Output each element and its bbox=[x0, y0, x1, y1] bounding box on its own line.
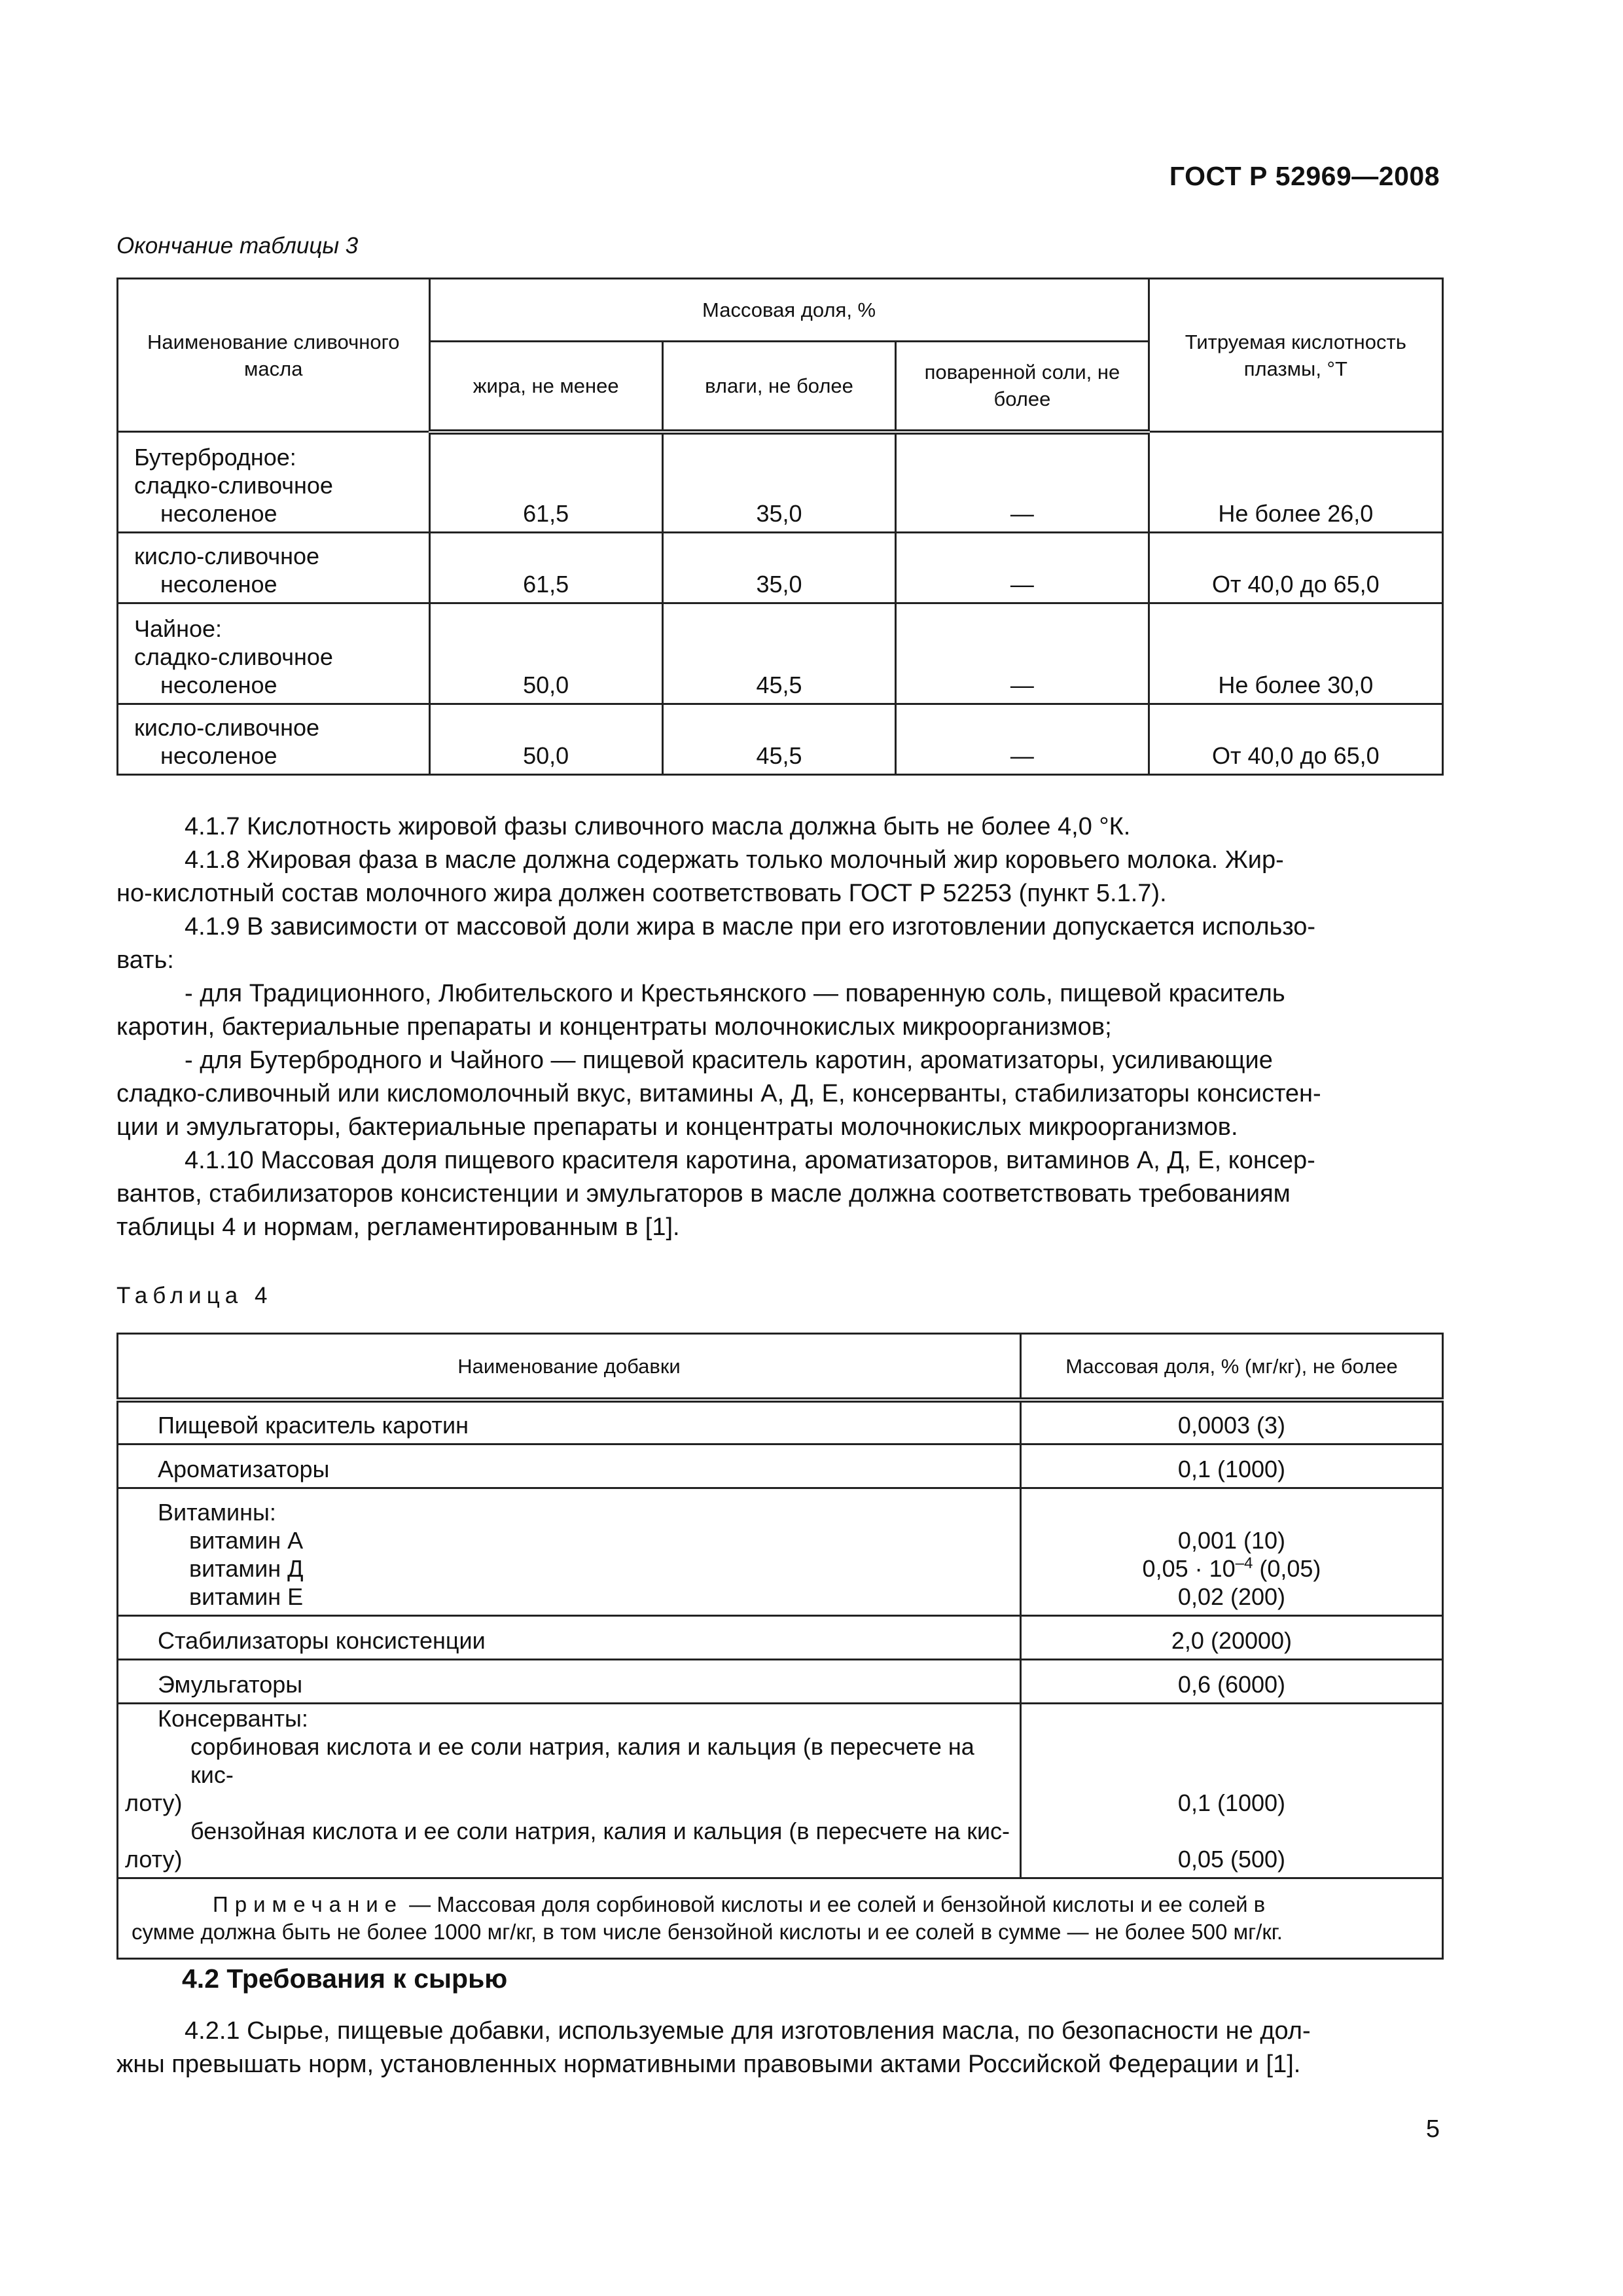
table-row bbox=[118, 1659, 1443, 1703]
preservatives-cell bbox=[118, 1703, 1021, 1878]
vitamin-d-exponent: –4 bbox=[1235, 1554, 1253, 1572]
vitamin-e: витамин Е bbox=[189, 1583, 304, 1610]
benzoic-line2: лоту) bbox=[125, 1845, 183, 1873]
header-mass-share: Массовая доля, % bbox=[429, 279, 1149, 342]
paragraph-4-1-8-line1: 4.1.8 Жировая фаза в масле должна содержать только молочный жир коровьего молока. Жир- bbox=[185, 846, 1284, 874]
vitamins-label: Витамины: bbox=[158, 1498, 276, 1526]
document-code: ГОСТ Р 52969—2008 bbox=[1169, 161, 1440, 191]
preservatives-values bbox=[1020, 1703, 1442, 1878]
note-line2: сумме должна быть не более 1000 мг/кг, в том числе бензойной кислоты и ее солей в сумме — не более 500 мг/кг. bbox=[132, 1919, 1283, 1944]
cell-fat: 61,5 bbox=[429, 533, 662, 603]
cell-moisture: 45,5 bbox=[662, 704, 895, 775]
header-additive-name: Наименование добавки bbox=[118, 1334, 1021, 1401]
table-note bbox=[118, 1878, 1443, 1958]
cell-moisture: 45,5 bbox=[662, 603, 895, 704]
cell-fat: 61,5 bbox=[429, 432, 662, 533]
cell-salt: — bbox=[896, 533, 1149, 603]
additive-value: 2,0 (20000) bbox=[1020, 1615, 1442, 1659]
cell-salt: — bbox=[896, 432, 1149, 533]
cell-acidity: Не более 30,0 bbox=[1149, 603, 1442, 704]
sorbic-value: 0,1 (1000) bbox=[1177, 1789, 1286, 1816]
table-row bbox=[118, 603, 1443, 704]
paragraph-4-1-9-line2: вать: bbox=[116, 946, 174, 974]
table-row bbox=[118, 1444, 1443, 1488]
cell-acidity: От 40,0 до 65,0 bbox=[1149, 704, 1442, 775]
row-line1: сладко-сливочное bbox=[134, 643, 333, 670]
vitamins-cell bbox=[118, 1488, 1021, 1615]
additive-value: 0,1 (1000) bbox=[1020, 1444, 1442, 1488]
benzoic-line1: бензойная кислота и ее соли натрия, калия и кальция (в пересчете на кис- bbox=[190, 1817, 1010, 1844]
table-note-row bbox=[118, 1878, 1443, 1958]
paragraph-4-1-9-line1: 4.1.9 В зависимости от массовой доли жира в масле при его изготовлении допускается использо- bbox=[185, 913, 1316, 941]
sorbic-line1: сорбиновая кислота и ее соли натрия, калия и кальция (в пересчете на кис- bbox=[190, 1732, 974, 1788]
table-4 bbox=[116, 1333, 1444, 1960]
vitamin-d-mantissa: 0,05 · 10 bbox=[1142, 1554, 1236, 1582]
paragraph-4-1-10-line2: вантов, стабилизаторов консистенции и эмульгаторов в масле должна соответствовать требованиям bbox=[116, 1180, 1291, 1208]
additive-name: Ароматизаторы bbox=[118, 1444, 1021, 1488]
paragraph-4-2-1-line2: жны превышать норм, установленных нормативными правовыми актами Российской Федерации и [1]. bbox=[116, 2051, 1301, 2078]
table4-caption: Таблица 4 bbox=[116, 1283, 273, 1308]
note-line1: — Массовая доля сорбиновой кислоты и ее солей и бензойной кислоты и ее солей в bbox=[403, 1892, 1266, 1916]
vitamin-d-value bbox=[1022, 1554, 1442, 1583]
table3-caption: Окончание таблицы 3 bbox=[116, 233, 359, 259]
paragraph-4-1-10-line3: таблицы 4 и нормам, регламентированным в [1]. bbox=[116, 1213, 680, 1241]
paragraph-4-1-9-item-b3: ции и эмульгаторы, бактериальные препараты и концентраты молочнокислых микроорганизмов. bbox=[116, 1113, 1238, 1141]
paragraph-4-1-9-item-a2: каротин, бактериальные препараты и концентраты молочнокислых микроорганизмов; bbox=[116, 1013, 1112, 1041]
cell-fat: 50,0 bbox=[429, 603, 662, 704]
header-mass-share: Массовая доля, % (мг/кг), не более bbox=[1020, 1334, 1442, 1401]
header-salt: поваренной соли, не более bbox=[896, 342, 1149, 432]
table-row bbox=[118, 704, 1443, 775]
header-fat: жира, не менее bbox=[429, 342, 662, 432]
section-heading: 4.2 Требования к сырью bbox=[182, 1964, 508, 1994]
cell-moisture: 35,0 bbox=[662, 432, 895, 533]
cell-fat: 50,0 bbox=[429, 704, 662, 775]
paragraph-4-1-9-item-a1: - для Традиционного, Любительского и Крестьянского — поваренную соль, пищевой краситель bbox=[185, 980, 1285, 1007]
cell-acidity: Не более 26,0 bbox=[1149, 432, 1442, 533]
header-moisture: влаги, не более bbox=[662, 342, 895, 432]
table-row bbox=[118, 1615, 1443, 1659]
header-acidity: Титруемая кислотность плазмы, °Т bbox=[1149, 279, 1442, 432]
row-name bbox=[118, 603, 430, 704]
row-name bbox=[118, 432, 430, 533]
cell-salt: — bbox=[896, 603, 1149, 704]
row-line1: сладко-сливочное bbox=[134, 472, 333, 499]
row-line2: несоленое bbox=[160, 742, 277, 769]
table-3 bbox=[116, 278, 1444, 776]
paragraph-4-1-7: 4.1.7 Кислотность жировой фазы сливочного масла должна быть не более 4,0 °К. bbox=[185, 813, 1131, 840]
additive-value: 0,0003 (3) bbox=[1020, 1400, 1442, 1444]
table-row bbox=[118, 1400, 1443, 1444]
cell-moisture: 35,0 bbox=[662, 533, 895, 603]
row-line1: кисло-сливочное bbox=[134, 714, 320, 741]
table-row bbox=[118, 432, 1443, 533]
vitamin-a-value: 0,001 (10) bbox=[1177, 1526, 1286, 1554]
row-name bbox=[118, 533, 430, 603]
cell-acidity: От 40,0 до 65,0 bbox=[1149, 533, 1442, 603]
vitamin-d-mg: (0,05) bbox=[1253, 1554, 1321, 1582]
additive-name: Пищевой краситель каротин bbox=[118, 1400, 1021, 1444]
additive-name: Эмульгаторы bbox=[118, 1659, 1021, 1703]
sorbic-line2: лоту) bbox=[125, 1789, 183, 1816]
row-group: Бутербродное: bbox=[134, 444, 296, 471]
note-label: Примечание bbox=[213, 1892, 404, 1916]
row-name bbox=[118, 704, 430, 775]
paragraph-4-1-10-line1: 4.1.10 Массовая доля пищевого красителя каротина, ароматизаторов, витаминов А, Д, Е, консер- bbox=[185, 1147, 1315, 1174]
paragraph-4-2-1-line1: 4.2.1 Сырье, пищевые добавки, используемые для изготовления масла, по безопасности не дол- bbox=[185, 2017, 1311, 2045]
row-group: Чайное: bbox=[134, 615, 223, 642]
vitamins-values bbox=[1020, 1488, 1442, 1615]
additive-name: Стабилизаторы консистенции bbox=[118, 1615, 1021, 1659]
benzoic-value: 0,05 (500) bbox=[1177, 1845, 1286, 1873]
paragraph-4-1-8-line2: но-кислотный состав молочного жира должен соответствовать ГОСТ Р 52253 (пункт 5.1.7). bbox=[116, 880, 1167, 907]
paragraph-4-1-9-item-b1: - для Бутербродного и Чайного — пищевой краситель каротин, ароматизаторы, усиливающие bbox=[185, 1047, 1273, 1074]
vitamin-d: витамин Д bbox=[189, 1554, 304, 1582]
cell-salt: — bbox=[896, 704, 1149, 775]
row-line2: несоленое bbox=[160, 500, 277, 527]
body-text-4-1 bbox=[116, 810, 1444, 1244]
additive-value: 0,6 (6000) bbox=[1020, 1659, 1442, 1703]
paragraph-4-1-9-item-b2: сладко-сливочный или кисломолочный вкус, витамины А, Д, Е, консерванты, стабилизаторы консистен- bbox=[116, 1080, 1321, 1107]
preservatives-label: Консерванты: bbox=[158, 1704, 308, 1732]
row-line2: несоленое bbox=[160, 672, 277, 698]
row-line1: кисло-сливочное bbox=[134, 543, 320, 569]
page-number: 5 bbox=[1425, 2115, 1440, 2143]
row-line2: несоленое bbox=[160, 571, 277, 598]
table-row bbox=[118, 1703, 1443, 1878]
vitamin-e-value: 0,02 (200) bbox=[1177, 1583, 1286, 1610]
header-name: Наименование сливочного масла bbox=[118, 279, 430, 432]
vitamin-a: витамин А bbox=[189, 1526, 304, 1554]
table-row bbox=[118, 1488, 1443, 1615]
body-text-4-2 bbox=[116, 2015, 1444, 2081]
table-row bbox=[118, 533, 1443, 603]
